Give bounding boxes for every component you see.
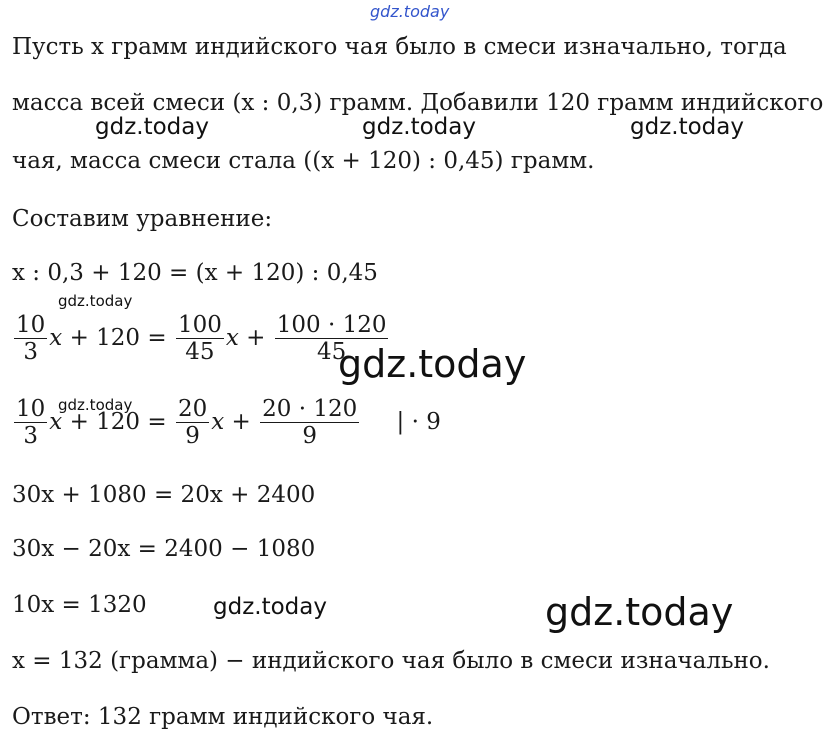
watermark: gdz.today — [58, 292, 133, 310]
fraction: $\frac{20 \cdot 120}{9}$ — [262, 396, 358, 450]
answer: Ответ: 132 грамм индийского чая. — [12, 704, 434, 730]
watermark-large: gdz.today — [338, 342, 527, 386]
equation-1: x : 0,3 + 120 = (x + 120) : 0,45 — [12, 260, 378, 286]
paragraph-line-1: Пусть x грамм индийского чая было в смеси изначально, тогда — [12, 34, 787, 60]
equation-4: 30x + 1080 = 20x + 2400 — [12, 482, 316, 508]
equation-5: 30x − 20x = 2400 − 1080 — [12, 536, 316, 562]
equation-6: 10x = 1320 — [12, 592, 147, 618]
watermark-top: gdz.today — [370, 2, 450, 21]
fraction: $\frac{10}{3}$ — [16, 396, 46, 450]
watermark: gdz.today — [58, 396, 133, 414]
equation-7: x = 132 (грамма) − индийского чая было в смеси изначально. — [12, 648, 770, 674]
watermark: gdz.today — [630, 114, 744, 140]
fraction: $\frac{10}{3}$ — [16, 312, 46, 366]
paragraph-line-2: масса всей смеси (x : 0,3) грамм. Добавили 120 грамм индийского — [12, 90, 824, 116]
paragraph-line-3: чая, масса смеси стала ((x + 120) : 0,45) грамм. — [12, 148, 595, 174]
equation-3: $\frac{10}{3}$ x + 120 = $\frac{20}{9}$ x + $\frac{20 \cdot 120}{9}$ | · 9 — [16, 396, 441, 450]
equation-2: $\frac{10}{3}$ x + 120 = $\frac{100}{45}$ x + $\frac{100 \cdot 120}{45}$ — [16, 312, 387, 366]
fraction: $\frac{100}{45}$ — [177, 312, 222, 366]
watermark: gdz.today — [95, 114, 209, 140]
watermark-large: gdz.today — [545, 590, 734, 634]
paragraph-line-4: Составим уравнение: — [12, 206, 273, 232]
fraction: $\frac{100 \cdot 120}{45}$ — [276, 312, 387, 366]
fraction: $\frac{20}{9}$ — [177, 396, 208, 450]
watermark: gdz.today — [362, 114, 476, 140]
watermark: gdz.today — [213, 594, 327, 620]
